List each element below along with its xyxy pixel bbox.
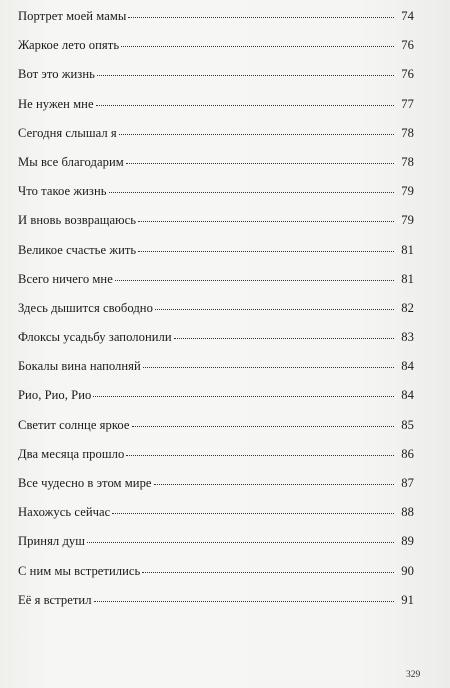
toc-entry-page: 76: [401, 67, 414, 82]
toc-entry: [18, 97, 414, 126]
toc-entry-title: Принял душ: [18, 534, 85, 549]
dot-leader: [138, 251, 394, 252]
toc-entry: [18, 505, 414, 534]
toc-entry-title: Флоксы усадьбу заполонили: [18, 330, 172, 345]
toc-entry-title: Бокалы вина наполняй: [18, 359, 141, 374]
dot-leader: [143, 367, 394, 368]
toc-entry-page: 88: [401, 505, 414, 520]
toc-entry-title: Нахожусь сейчас: [18, 505, 111, 520]
toc-entry-page: 85: [401, 417, 414, 432]
toc-entry-title: Её я встретил: [18, 592, 92, 607]
toc-entry: [18, 243, 414, 272]
toc-entry-title: Жаркое лето опять: [18, 38, 120, 53]
toc-entry-title: И вновь возвращаюсь: [18, 213, 137, 228]
toc-entry-page: 79: [401, 213, 414, 228]
toc-entry-page: 87: [401, 476, 414, 490]
toc-entry: [18, 476, 414, 505]
toc-entry-page: 86: [401, 446, 414, 461]
toc-entry: [18, 67, 414, 96]
dot-leader: [109, 192, 394, 193]
toc-entry-page: 78: [401, 154, 414, 169]
dot-leader: [128, 17, 394, 18]
dot-leader: [94, 601, 394, 602]
toc-entry-title: С ним мы встретились: [18, 563, 141, 578]
dot-leader: [132, 426, 394, 427]
toc-entry-title: Не нужен мне: [18, 96, 94, 111]
toc-entry: [18, 301, 414, 330]
toc-entry-title: Великое счастье жить: [18, 242, 137, 257]
toc-entry-title: Рио, Рио, Рио: [18, 388, 92, 403]
toc-entry-title: Портрет моей мамы: [18, 9, 127, 23]
dot-leader: [121, 46, 394, 47]
dot-leader: [115, 280, 394, 281]
toc-entry-page: 81: [401, 242, 414, 257]
toc-entry-page: 74: [401, 9, 414, 23]
toc-entry-page: 78: [401, 125, 414, 140]
toc-entry-page: 89: [401, 534, 414, 549]
toc-entry: [18, 593, 414, 622]
toc-entry: [18, 330, 414, 359]
toc-entry: [18, 184, 414, 213]
dot-leader: [93, 396, 394, 397]
dot-leader: [112, 513, 394, 514]
dot-leader: [138, 221, 394, 222]
toc-entry-title: Все чудесно в этом мире: [18, 476, 152, 490]
toc-entry: [18, 155, 414, 184]
dot-leader: [142, 572, 394, 573]
toc-entry: [18, 388, 414, 417]
toc-entry-page: 90: [401, 563, 414, 578]
toc-entry-page: 84: [401, 388, 414, 403]
dot-leader: [126, 163, 394, 164]
dot-leader: [155, 309, 394, 310]
toc-entry-page: 84: [401, 359, 414, 374]
dot-leader: [97, 75, 394, 76]
toc-entry: [18, 126, 414, 155]
toc-entry-title: Всего ничего мне: [18, 271, 113, 286]
toc-entry-title: Два месяца прошло: [18, 446, 125, 461]
page-number: 329: [406, 670, 421, 680]
toc-entry-page: 77: [401, 96, 414, 111]
toc-entry-title: Что такое жизнь: [18, 184, 107, 199]
toc-entry-page: 91: [401, 592, 414, 607]
toc-entry: [18, 213, 414, 242]
dot-leader: [126, 455, 394, 456]
toc-entry-title: Мы все благодарим: [18, 154, 124, 169]
toc-entry: [18, 9, 414, 38]
dot-leader: [119, 134, 394, 135]
toc-entry-page: 83: [401, 330, 414, 345]
toc-entry: [18, 564, 414, 593]
toc-entry-title: Сегодня слышал я: [18, 125, 117, 140]
toc-entry: [18, 359, 414, 388]
dot-leader: [87, 542, 394, 543]
toc-entry: [18, 272, 414, 301]
dot-leader: [174, 338, 394, 339]
table-of-contents: [18, 9, 414, 622]
dot-leader: [96, 105, 394, 106]
toc-entry-title: Вот это жизнь: [18, 67, 95, 82]
toc-entry-page: 82: [401, 300, 414, 315]
toc-entry: [18, 534, 414, 563]
toc-entry-title: Светит солнце яркое: [18, 417, 130, 432]
dot-leader: [154, 484, 394, 485]
toc-entry: [18, 447, 414, 476]
toc-entry: [18, 38, 414, 67]
toc-entry-page: 76: [401, 38, 414, 53]
toc-entry-title: Здесь дышится свободно: [18, 300, 153, 315]
toc-entry-page: 81: [401, 271, 414, 286]
toc-entry-page: 79: [401, 184, 414, 199]
toc-entry: [18, 418, 414, 447]
